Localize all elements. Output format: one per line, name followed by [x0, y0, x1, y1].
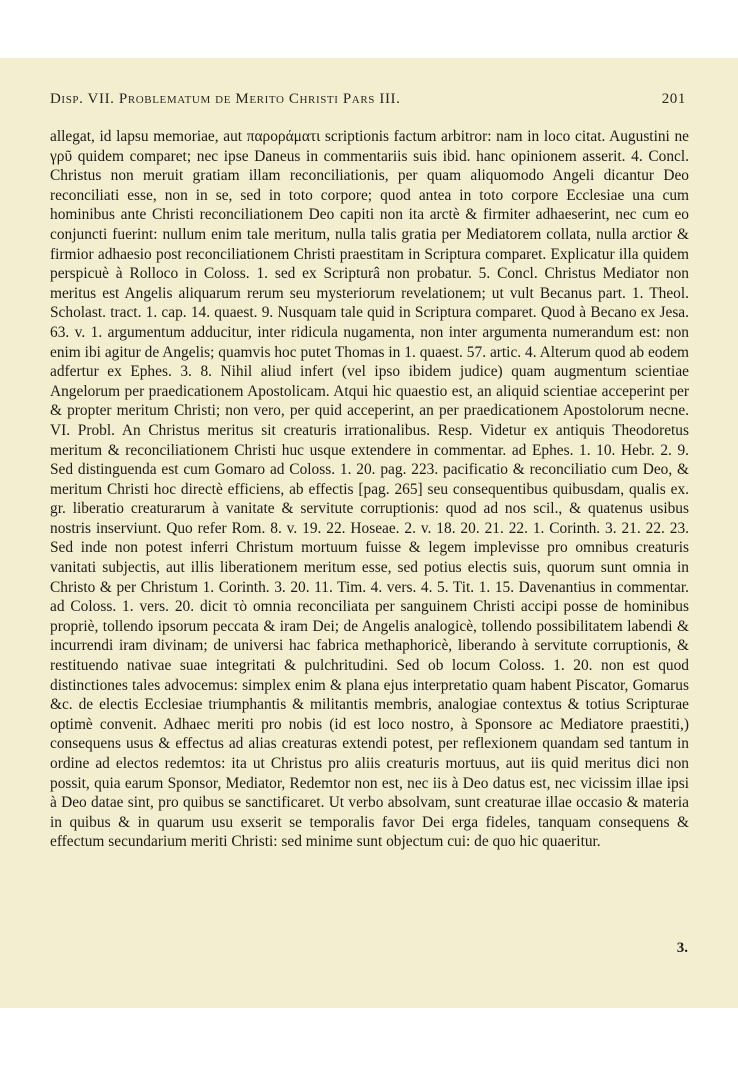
book-page	[0, 58, 738, 1008]
running-header	[50, 91, 686, 108]
body-text-block	[50, 127, 689, 852]
running-title: Disp. VII. Problematum de Merito Christi Pars III.	[50, 91, 401, 107]
catchword: 3.	[676, 940, 688, 956]
page-number: 201	[661, 91, 686, 107]
body-paragraph: allegat, id lapsu memoriae, aut παροράματι scriptionis factum arbitror: nam in loco citat. Augustini ne γρῦ quidem comparet; nec ipse Daneus in commentariis suis ibid. hanc opinionem asserit. 4. Concl. Christus non meruit gratiam illam reconciliationis, per quam aliquomodo Angeli dicantur Deo reconciliati esse, non in se, sed in toto corpore; quod antea in toto corpore Ecclesiae una cum hominibus ante Christi reconciliationem Deo capiti non ita arctè & firmiter adhaeserint, nec cum eo conjuncti fuerint: nullum enim tale meritum, nulla talis gratia per Mediatorem collata, nulla arctior & firmior adhaesio post reconciliationem Christi praestitam in Scriptura comparet. Explicatur illa quidem perspicuè à Rolloco in Coloss. 1. sed ex Scripturâ non probatur. 5. Concl. Christus Mediator non meritus est Angelis aliquarum rerum seu mysteriorum revelationem; ut vult Becanus part. 1. Theol. Scholast. tract. 1. cap. 14. quaest. 9. Nusquam tale quid in Scriptura comparet. Quod à Becano ex Jesa. 63. v. 1. argumentum adducitur, inter ridicula nugamenta, non inter argumenta numerandum est: non enim ibi agitur de Angelis; quamvis hoc putet Thomas in 1. quaest. 57. artic. 4. Alterum quod ab eodem adfertur ex Ephes. 3. 8. Nihil aliud infert (vel ipso ibidem judice) quam augmentum scientiae Angelorum per praedicationem Apostolicam. Atqui hic quaestio est, an aliquid scientiae acceperint per & propter meritum Christi; non vero, per quid acceperint, an per praedicationem Apostolorum necne. VI. Probl. An Christus meritus sit creaturis irrationalibus. Resp. Videtur ex antiquis Theodoretus meritum & reconciliationem Christi huc usque extendere in commentar. ad Ephes. 1. 10. Hebr. 2. 9. Sed distinguenda est cum Gomaro ad Coloss. 1. 20. pag. 223. pacificatio & reconciliatio cum Deo, & meritum Christi hoc directè efficiens, ab effectis [pag. 265] seu consequentibus quibusdam, qualis ex. gr. liberatio creaturarum à vanitate & servitute corruptionis: quod ad nos scil., & quatenus usibus nostris inserviunt. Quo refer Rom. 8. v. 19. 22. Hoseae. 2. v. 18. 20. 21. 22. 1. Corinth. 3. 21. 22. 23. Sed inde non potest inferri Christum mortuum fuisse & legem implevisse pro omnibus creaturis vanitati subjectis, aut illis liberationem meritum esse, sed potius electis suis, quorum sunt omnia in Christo & per Christum 1. Corinth. 3. 20. 11. Tim. 4. vers. 4. 5. Tit. 1. 15. Davenantius in commentar. ad Coloss. 1. vers. 20. dicit τὸ omnia reconciliata per sanguinem Christi accipi posse de hominibus propriè, tollendo ipsorum peccata & iram Dei; de Angelis analogicè, tollendo possibilitatem labendi & incurrendi iram divinam; de universi hac fabrica methaphoricè, liberando à servitute corruptionis, & restituendo nativae suae integritati & pulchritudini. Sed ob locum Coloss. 1. 20. non est quod distinctiones tales advocemus: simplex enim & plana ejus interpretatio quam habent Piscator, Gomarus &c. de electis Ecclesiae triumphantis & militantis membris, analogiae contextus & totius Scripturae optimè convenit. Adhaec meriti pro nobis (id est loco nostro, à Sponsore ac Mediatore praestiti,) consequens usus & effectus ad alias creaturas extendi potest, per reflexionem quandam sed tantum in ordine ad electos redemtos: ita ut Christus pro aliis creaturis mortuus, aut iis quid meritus dici non possit, quia earum Sponsor, Mediator, Redemtor non est, nec iis à Deo datus est, nec vicissim illae ipsi à Deo datae sint, pro quibus se sanctificaret. Ut verbo absolvam, sunt creaturae illae occasio & materia in quibus & in quarum usu exserit se temporalis favor Dei erga fideles, tanquam consequens & effectum secundarium meriti Christi: sed minime sunt objectum cui: de quo hic quaeritur.	[50, 128, 689, 851]
